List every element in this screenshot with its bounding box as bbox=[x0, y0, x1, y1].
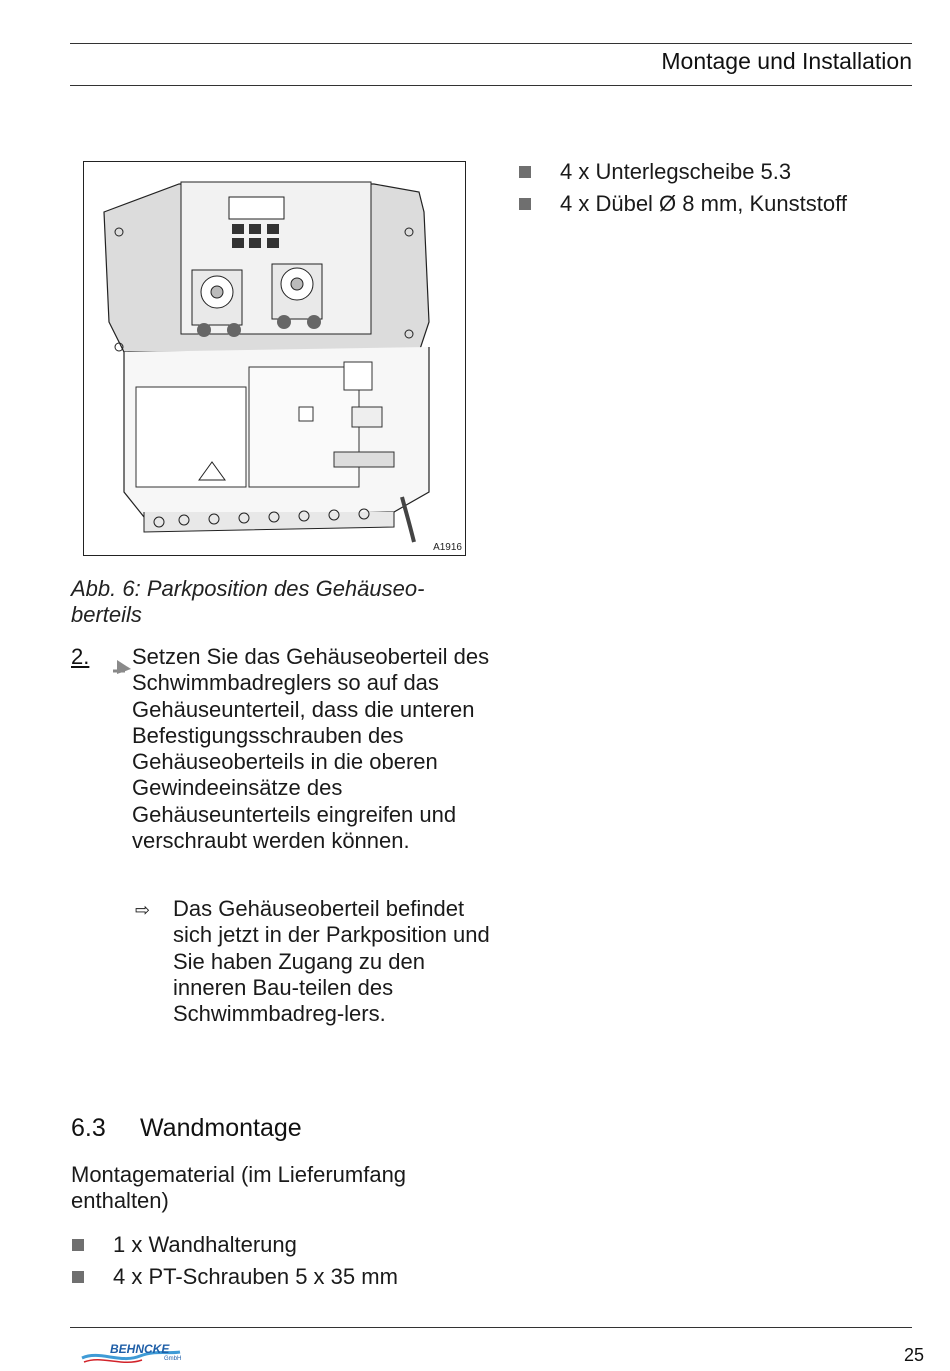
behncke-logo bbox=[80, 1340, 200, 1366]
arrow-result-icon: ⇨ bbox=[135, 900, 151, 920]
section-number: 6.3 bbox=[71, 1114, 106, 1142]
logo-subtext: GmbH bbox=[164, 1356, 182, 1362]
material-list-right bbox=[518, 157, 918, 221]
section-title: Wandmontage bbox=[140, 1114, 302, 1142]
bullet-square-icon bbox=[519, 166, 531, 178]
controller-illustration bbox=[84, 162, 464, 554]
figure-parkposition bbox=[83, 161, 466, 556]
header-rule-bottom bbox=[70, 85, 912, 86]
list-item: 4 x Dübel Ø 8 mm, Kunststoff bbox=[518, 189, 918, 221]
footer-rule bbox=[70, 1327, 912, 1328]
figure-caption-text: Abb. 6: Parkposition des Gehäuseo- berteils bbox=[71, 576, 425, 627]
step-number: 2. bbox=[71, 644, 90, 669]
page-number: 25 bbox=[903, 1345, 924, 1365]
logo-text: BEHNCKE bbox=[110, 1342, 170, 1356]
section-heading bbox=[71, 1114, 302, 1143]
header-rule bbox=[70, 43, 912, 44]
result-text: Das Gehäuseoberteil befindet sich jetzt in der Parkposition und Sie haben Zugang zu den inneren Bau-teilen des Schwimmbadreg-lers. bbox=[173, 896, 490, 1027]
figure-caption bbox=[71, 576, 471, 628]
list-item: 1 x Wandhalterung bbox=[71, 1230, 491, 1262]
header-title: Montage und Installation bbox=[661, 48, 912, 74]
list-item: 4 x PT-Schrauben 5 x 35 mm bbox=[71, 1262, 491, 1294]
figure-code: A1916 bbox=[433, 542, 462, 553]
bullet-square-icon bbox=[72, 1239, 84, 1251]
list-item: 4 x Unterlegscheibe 5.3 bbox=[518, 157, 918, 189]
step-arrow-icon bbox=[113, 654, 133, 674]
step-text: Setzen Sie das Gehäuseoberteil des Schwimmbadreglers so auf das Gehäuseunterteil, dass die unteren Befestigungsschrauben des Gehäuseoberteils in die oberen Gewindeeinsätze des Gehäuseunterteils eingreifen und verschraubt werden können. bbox=[132, 644, 490, 854]
bullet-square-icon bbox=[519, 198, 531, 210]
material-list-left bbox=[71, 1230, 491, 1294]
section-intro: Montagematerial (im Lieferumfang enthalten) bbox=[71, 1162, 407, 1213]
bullet-square-icon bbox=[72, 1271, 84, 1283]
